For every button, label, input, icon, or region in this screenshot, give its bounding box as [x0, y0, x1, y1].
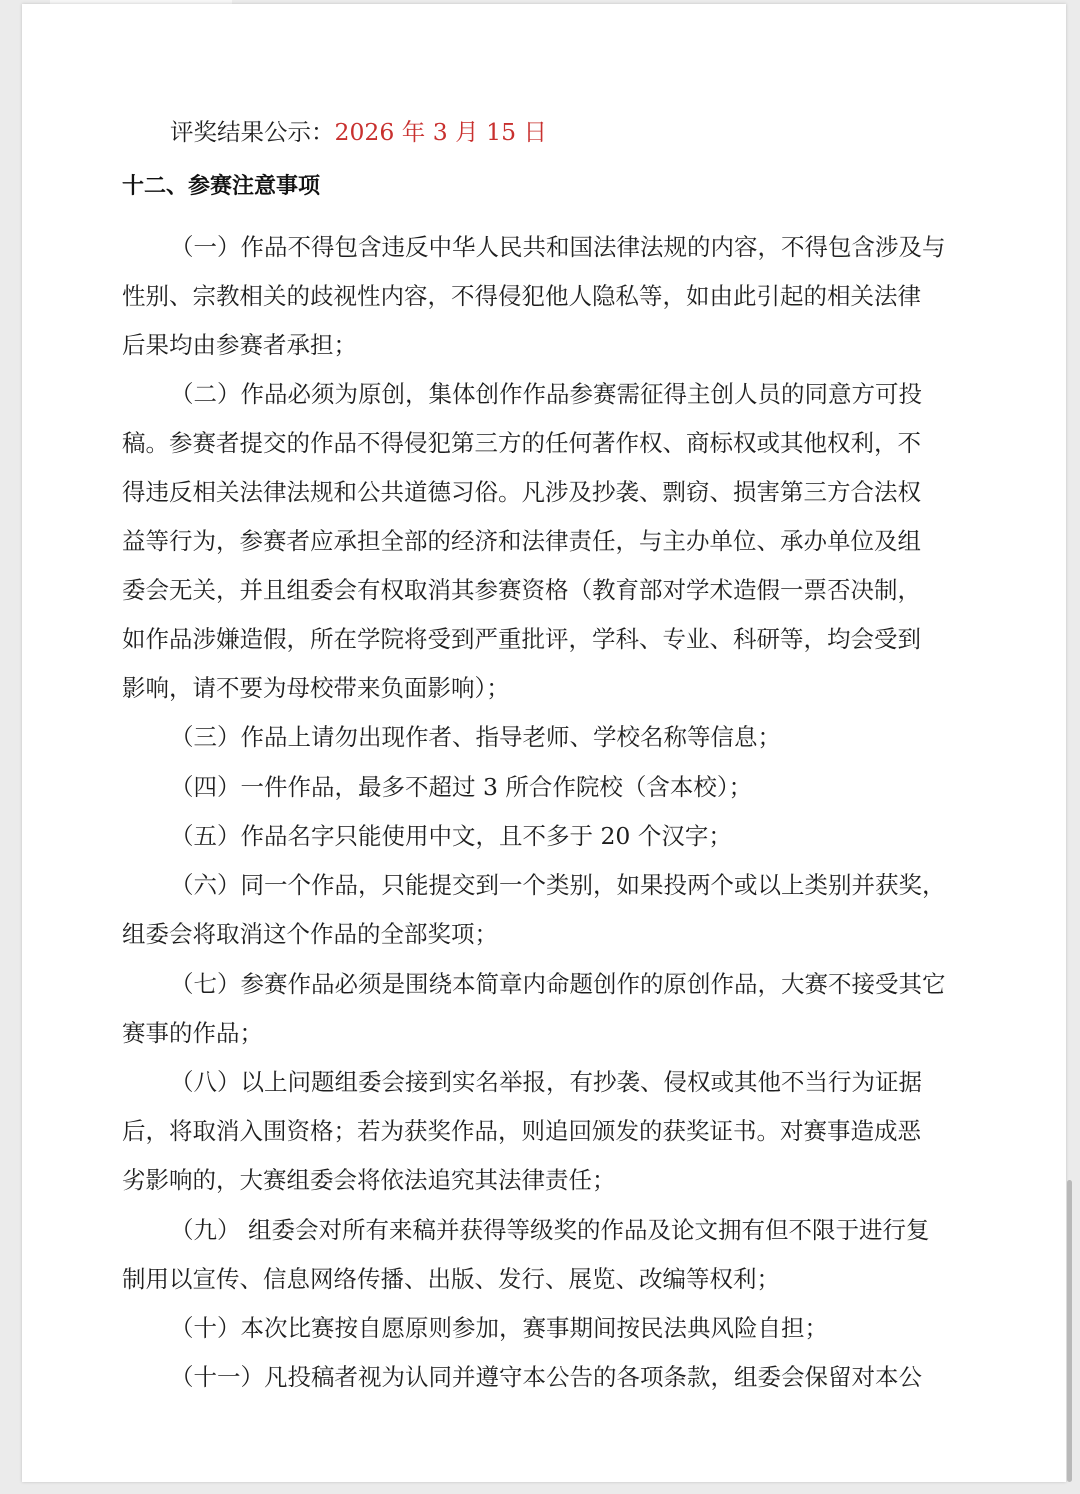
body-line: （八）以上问题组委会接到实名举报，有抄袭、侵权或其他不当行为证据	[170, 1068, 922, 1096]
announcement-label: 评奖结果公示：	[170, 118, 335, 146]
body-line: 委会无关，并且组委会有权取消其参赛资格（教育部对学术造假一票否决制，	[122, 576, 921, 604]
body-line: 影响，请不要为母校带来负面影响）；	[122, 674, 510, 702]
body-line: 赛事的作品；	[122, 1019, 263, 1047]
announcement-date: 2026 年 3 月 15 日	[334, 118, 548, 146]
body-line: 组委会将取消这个作品的全部奖项；	[122, 920, 498, 948]
body-line: （一）作品不得包含违反中华人民共和国法律法规的内容，不得包含涉及与	[170, 233, 946, 261]
body-line: （九） 组委会对所有来稿并获得等级奖的作品及论文拥有但不限于进行复	[170, 1216, 930, 1244]
body-line: 制用以宣传、信息网络传播、出版、发行、展览、改编等权利；	[122, 1265, 780, 1293]
body-line: （十）本次比赛按自愿原则参加，赛事期间按民法典风险自担；	[170, 1314, 828, 1342]
body-line: 稿。参赛者提交的作品不得侵犯第三方的任何著作权、商标权或其他权利，不	[122, 429, 921, 457]
body-line: （五）作品名字只能使用中文，且不多于 20 个汉字；	[170, 822, 732, 850]
body-line: （十一）凡投稿者视为认同并遵守本公告的各项条款，组委会保留对本公	[170, 1363, 922, 1391]
body-line: 如作品涉嫌造假，所在学院将受到严重批评，学科、专业、科研等，均会受到	[122, 625, 921, 653]
body-line: （四）一件作品，最多不超过 3 所合作院校（含本校）；	[170, 773, 753, 801]
body-line: 劣影响的，大赛组委会将依法追究其法律责任；	[122, 1166, 616, 1194]
body-line: （三）作品上请勿出现作者、指导老师、学校名称等信息；	[170, 723, 781, 751]
section-heading: 十二、参赛注意事项	[122, 174, 321, 199]
body-line: 益等行为，参赛者应承担全部的经济和法律责任，与主办单位、承办单位及组	[122, 527, 921, 555]
body-line: 后果均由参赛者承担；	[122, 331, 357, 359]
body-line: 得违反相关法律法规和公共道德习俗。凡涉及抄袭、剽窃、损害第三方合法权	[122, 478, 921, 506]
announcement-line	[170, 117, 547, 147]
body-line: （二）作品必须为原创，集体创作作品参赛需征得主创人员的同意方可投	[170, 380, 922, 408]
body-line: （六）同一个作品，只能提交到一个类别，如果投两个或以上类别并获奖，	[170, 871, 946, 899]
body-line: （七）参赛作品必须是围绕本简章内命题创作的原创作品，大赛不接受其它	[170, 970, 946, 998]
scrollbar[interactable]	[1067, 1180, 1072, 1482]
body-line: 性别、宗教相关的歧视性内容，不得侵犯他人隐私等，如由此引起的相关法律	[122, 282, 921, 310]
body-line: 后，将取消入围资格；若为获奖作品，则追回颁发的获奖证书。对赛事造成恶	[122, 1117, 921, 1145]
